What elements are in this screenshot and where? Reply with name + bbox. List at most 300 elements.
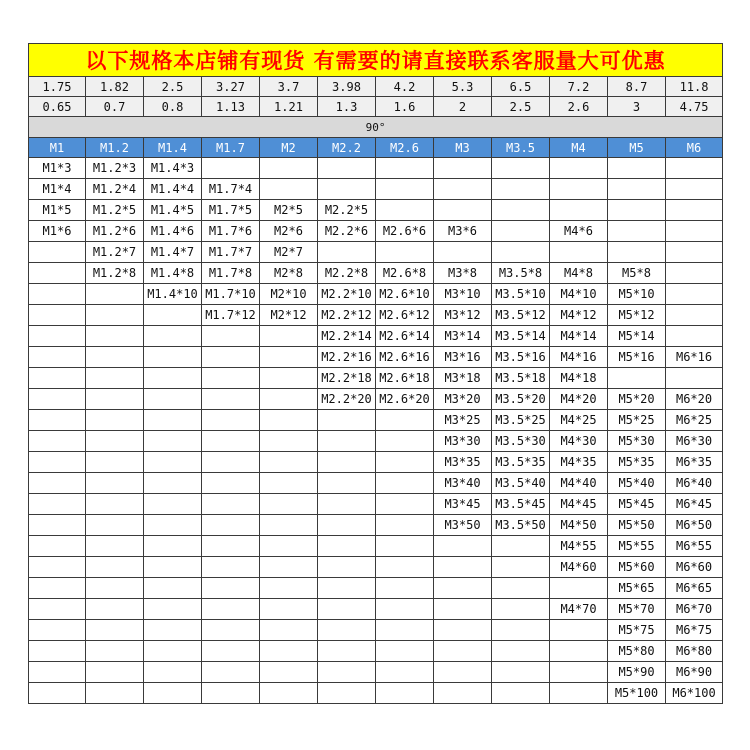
spec-cell (202, 515, 260, 536)
spec-cell (376, 494, 434, 515)
spec-row (29, 200, 723, 221)
head-diameter-cell: 4.2 (376, 77, 434, 97)
spec-cell: M3.5*30 (492, 431, 550, 452)
spec-cell (550, 200, 608, 221)
spec-cell (550, 662, 608, 683)
head-height-cell: 1.21 (260, 97, 318, 117)
spec-cell: M1.2*8 (86, 263, 144, 284)
spec-cell (376, 599, 434, 620)
spec-cell (29, 431, 86, 452)
spec-cell: M4*50 (550, 515, 608, 536)
head-diameter-cell: 2.5 (144, 77, 202, 97)
spec-cell (318, 536, 376, 557)
spec-cell: M1.7*10 (202, 284, 260, 305)
spec-cell (144, 431, 202, 452)
spec-cell: M2.6*6 (376, 221, 434, 242)
spec-cell: M3*14 (434, 326, 492, 347)
spec-cell: M4*16 (550, 347, 608, 368)
spec-cell: M2.6*14 (376, 326, 434, 347)
spec-cell (202, 410, 260, 431)
spec-row (29, 263, 723, 284)
spec-cell (666, 368, 723, 389)
spec-cell: M6*90 (666, 662, 723, 683)
spec-cell: M3*45 (434, 494, 492, 515)
spec-cell: M1.2*7 (86, 242, 144, 263)
spec-cell: M1*6 (29, 221, 86, 242)
spec-cell (202, 158, 260, 179)
banner-row (29, 44, 723, 77)
spec-cell (434, 242, 492, 263)
head-height-cell: 3 (608, 97, 666, 117)
spec-cell (202, 620, 260, 641)
model-header-cell: M1.7 (202, 138, 260, 158)
spec-cell: M5*70 (608, 599, 666, 620)
spec-cell: M3*12 (434, 305, 492, 326)
spec-cell (376, 578, 434, 599)
spec-cell: M5*40 (608, 473, 666, 494)
head-diameter-cell: 6.5 (492, 77, 550, 97)
spec-cell: M6*70 (666, 599, 723, 620)
spec-cell (86, 494, 144, 515)
spec-cell: M1.7*4 (202, 179, 260, 200)
spec-cell: M1.4*8 (144, 263, 202, 284)
spec-cell: M3*30 (434, 431, 492, 452)
spec-cell: M5*45 (608, 494, 666, 515)
spec-cell (29, 368, 86, 389)
spec-cell: M4*70 (550, 599, 608, 620)
spec-cell (86, 641, 144, 662)
spec-cell (318, 473, 376, 494)
spec-cell (376, 557, 434, 578)
spec-cell: M1.4*3 (144, 158, 202, 179)
head-diameter-cell: 3.27 (202, 77, 260, 97)
spec-cell (144, 620, 202, 641)
spec-row (29, 389, 723, 410)
spec-cell (260, 494, 318, 515)
head-angle-label: 90° (29, 117, 723, 138)
spec-cell (202, 452, 260, 473)
spec-cell (144, 536, 202, 557)
spec-cell (144, 452, 202, 473)
spec-cell (492, 536, 550, 557)
spec-cell (260, 368, 318, 389)
spec-table-body (29, 44, 723, 704)
spec-cell (260, 662, 318, 683)
spec-cell (376, 200, 434, 221)
head-height-cell: 0.8 (144, 97, 202, 117)
model-header-cell: M2.6 (376, 138, 434, 158)
spec-cell (666, 263, 723, 284)
spec-cell: M2.2*12 (318, 305, 376, 326)
spec-cell (29, 620, 86, 641)
spec-cell (318, 410, 376, 431)
spec-cell (86, 347, 144, 368)
spec-cell: M4*6 (550, 221, 608, 242)
spec-row (29, 473, 723, 494)
spec-row (29, 326, 723, 347)
spec-cell (376, 410, 434, 431)
spec-cell: M3.5*10 (492, 284, 550, 305)
spec-cell: M2*8 (260, 263, 318, 284)
spec-cell (434, 557, 492, 578)
spec-cell: M3.5*25 (492, 410, 550, 431)
spec-cell (666, 179, 723, 200)
spec-cell (550, 158, 608, 179)
spec-cell (434, 662, 492, 683)
spec-cell: M2.2*16 (318, 347, 376, 368)
spec-row (29, 347, 723, 368)
spec-cell (318, 557, 376, 578)
spec-cell (260, 326, 318, 347)
spec-cell: M5*60 (608, 557, 666, 578)
spec-cell: M1.2*4 (86, 179, 144, 200)
spec-cell (666, 326, 723, 347)
spec-cell (29, 242, 86, 263)
spec-cell (144, 494, 202, 515)
spec-cell (202, 641, 260, 662)
spec-cell: M5*8 (608, 263, 666, 284)
spec-cell (492, 557, 550, 578)
spec-cell (202, 389, 260, 410)
spec-cell (29, 284, 86, 305)
spec-cell (260, 452, 318, 473)
spec-cell (29, 305, 86, 326)
spec-cell (86, 410, 144, 431)
spec-cell (492, 599, 550, 620)
spec-cell: M4*30 (550, 431, 608, 452)
spec-cell: M2.6*18 (376, 368, 434, 389)
spec-cell: M3*6 (434, 221, 492, 242)
spec-cell: M6*40 (666, 473, 723, 494)
head-diameter-cell: 5.3 (434, 77, 492, 97)
spec-cell (86, 284, 144, 305)
spec-cell (550, 641, 608, 662)
spec-cell: M2.6*12 (376, 305, 434, 326)
spec-cell (29, 389, 86, 410)
spec-cell: M1.7*12 (202, 305, 260, 326)
spec-cell (202, 599, 260, 620)
spec-cell (202, 473, 260, 494)
spec-cell (29, 599, 86, 620)
model-header-row (29, 138, 723, 158)
spec-cell: M3*25 (434, 410, 492, 431)
spec-cell (376, 431, 434, 452)
spec-cell (376, 641, 434, 662)
spec-cell: M6*45 (666, 494, 723, 515)
spec-cell: M5*75 (608, 620, 666, 641)
spec-cell (144, 326, 202, 347)
spec-cell (376, 620, 434, 641)
spec-cell (608, 179, 666, 200)
spec-cell (144, 347, 202, 368)
spec-cell: M4*18 (550, 368, 608, 389)
spec-cell (376, 473, 434, 494)
spec-cell (318, 515, 376, 536)
spec-cell (86, 389, 144, 410)
head-height-cell: 2.5 (492, 97, 550, 117)
spec-cell (29, 641, 86, 662)
spec-cell (376, 536, 434, 557)
head-diameter-cell: 11.8 (666, 77, 723, 97)
spec-cell: M1.4*10 (144, 284, 202, 305)
spec-cell (666, 200, 723, 221)
spec-row (29, 284, 723, 305)
spec-cell (666, 305, 723, 326)
spec-cell: M3.5*16 (492, 347, 550, 368)
spec-cell (86, 431, 144, 452)
head-height-cell: 1.13 (202, 97, 260, 117)
spec-cell: M2.6*10 (376, 284, 434, 305)
head-diameter-cell: 8.7 (608, 77, 666, 97)
spec-cell: M3*16 (434, 347, 492, 368)
spec-cell: M6*100 (666, 683, 723, 704)
spec-cell (86, 557, 144, 578)
spec-cell (492, 620, 550, 641)
head-height-cell: 0.7 (86, 97, 144, 117)
spec-cell (260, 683, 318, 704)
spec-cell: M5*80 (608, 641, 666, 662)
spec-cell (608, 200, 666, 221)
spec-cell (202, 326, 260, 347)
spec-cell (86, 578, 144, 599)
model-header-cell: M6 (666, 138, 723, 158)
spec-cell (492, 242, 550, 263)
spec-cell (29, 494, 86, 515)
spec-cell: M6*35 (666, 452, 723, 473)
head-diameter-cell: 3.98 (318, 77, 376, 97)
head-height-cell: 0.65 (29, 97, 86, 117)
spec-cell: M3*20 (434, 389, 492, 410)
spec-cell: M2.2*10 (318, 284, 376, 305)
spec-cell: M3*35 (434, 452, 492, 473)
spec-cell: M4*8 (550, 263, 608, 284)
spec-cell (260, 599, 318, 620)
spec-cell (434, 158, 492, 179)
spec-cell: M1.7*8 (202, 263, 260, 284)
angle-row (29, 117, 723, 138)
spec-row (29, 683, 723, 704)
spec-cell (376, 515, 434, 536)
spec-cell (550, 179, 608, 200)
spec-cell (434, 200, 492, 221)
spec-cell: M1.7*5 (202, 200, 260, 221)
spec-cell: M3.5*8 (492, 263, 550, 284)
spec-cell: M2.2*18 (318, 368, 376, 389)
spec-cell (434, 536, 492, 557)
spec-cell: M5*90 (608, 662, 666, 683)
spec-cell (260, 620, 318, 641)
spec-cell: M3.5*20 (492, 389, 550, 410)
spec-cell (550, 620, 608, 641)
spec-cell: M2*6 (260, 221, 318, 242)
spec-row (29, 557, 723, 578)
spec-cell: M4*25 (550, 410, 608, 431)
spec-row (29, 368, 723, 389)
spec-cell: M3*18 (434, 368, 492, 389)
spec-cell (434, 179, 492, 200)
model-header-cell: M1.2 (86, 138, 144, 158)
spec-cell (202, 431, 260, 452)
spec-cell (260, 179, 318, 200)
spec-cell (318, 620, 376, 641)
spec-cell: M4*12 (550, 305, 608, 326)
spec-cell: M6*25 (666, 410, 723, 431)
spec-cell: M3*10 (434, 284, 492, 305)
spec-cell: M2.6*8 (376, 263, 434, 284)
spec-cell: M2*5 (260, 200, 318, 221)
spec-cell (318, 641, 376, 662)
spec-cell (434, 578, 492, 599)
model-header-cell: M3 (434, 138, 492, 158)
spec-cell: M5*65 (608, 578, 666, 599)
spec-cell: M4*55 (550, 536, 608, 557)
spec-cell (260, 473, 318, 494)
spec-cell (29, 326, 86, 347)
spec-cell: M6*80 (666, 641, 723, 662)
spec-cell (318, 683, 376, 704)
spec-cell (260, 578, 318, 599)
spec-cell: M5*16 (608, 347, 666, 368)
spec-cell: M4*14 (550, 326, 608, 347)
spec-cell (318, 599, 376, 620)
spec-cell: M3.5*14 (492, 326, 550, 347)
spec-table (28, 43, 723, 704)
spec-cell: M5*12 (608, 305, 666, 326)
spec-cell (202, 683, 260, 704)
spec-row (29, 494, 723, 515)
spec-cell (144, 641, 202, 662)
spec-cell (144, 683, 202, 704)
spec-cell (86, 536, 144, 557)
head-diameter-cell: 1.75 (29, 77, 86, 97)
spec-cell (86, 452, 144, 473)
spec-cell (202, 347, 260, 368)
spec-cell (144, 389, 202, 410)
spec-cell (86, 599, 144, 620)
spec-cell: M1.2*5 (86, 200, 144, 221)
spec-cell: M2*7 (260, 242, 318, 263)
spec-cell (29, 473, 86, 494)
spec-cell (318, 158, 376, 179)
spec-cell (318, 431, 376, 452)
spec-cell (144, 473, 202, 494)
spec-cell (376, 452, 434, 473)
spec-cell: M6*50 (666, 515, 723, 536)
spec-cell (318, 494, 376, 515)
spec-cell: M1.4*4 (144, 179, 202, 200)
spec-cell: M2.2*6 (318, 221, 376, 242)
spec-cell: M5*25 (608, 410, 666, 431)
spec-cell (434, 641, 492, 662)
spec-cell: M5*20 (608, 389, 666, 410)
head-diameter-cell: 7.2 (550, 77, 608, 97)
spec-cell (608, 368, 666, 389)
spec-cell: M5*55 (608, 536, 666, 557)
spec-cell: M3.5*12 (492, 305, 550, 326)
spec-cell (260, 431, 318, 452)
spec-row (29, 305, 723, 326)
spec-cell (86, 515, 144, 536)
spec-cell: M4*35 (550, 452, 608, 473)
spec-cell (260, 536, 318, 557)
spec-cell (492, 578, 550, 599)
spec-cell (29, 263, 86, 284)
spec-cell (202, 662, 260, 683)
spec-cell (318, 578, 376, 599)
spec-cell (666, 158, 723, 179)
head-height-cell: 2.6 (550, 97, 608, 117)
spec-cell (376, 242, 434, 263)
model-header-cell: M1 (29, 138, 86, 158)
spec-row (29, 536, 723, 557)
spec-row (29, 515, 723, 536)
spec-cell (608, 158, 666, 179)
spec-cell (492, 179, 550, 200)
spec-cell (550, 683, 608, 704)
spec-cell (376, 158, 434, 179)
head-height-cell: 4.75 (666, 97, 723, 117)
spec-cell (29, 515, 86, 536)
spec-cell (202, 494, 260, 515)
spec-cell (86, 662, 144, 683)
spec-cell (608, 242, 666, 263)
spec-cell (144, 599, 202, 620)
model-header-cell: M2 (260, 138, 318, 158)
spec-cell (144, 410, 202, 431)
spec-cell: M4*60 (550, 557, 608, 578)
spec-cell (29, 536, 86, 557)
spec-cell (260, 410, 318, 431)
spec-cell (144, 305, 202, 326)
spec-row (29, 452, 723, 473)
spec-cell: M3.5*50 (492, 515, 550, 536)
spec-cell (29, 578, 86, 599)
spec-cell (144, 662, 202, 683)
head-height-cell: 1.6 (376, 97, 434, 117)
spec-cell (144, 368, 202, 389)
spec-cell (318, 662, 376, 683)
spec-cell (86, 305, 144, 326)
spec-cell (318, 452, 376, 473)
spec-cell (29, 347, 86, 368)
spec-cell (666, 221, 723, 242)
spec-cell: M5*14 (608, 326, 666, 347)
spec-cell: M1.4*7 (144, 242, 202, 263)
spec-sheet (28, 43, 722, 704)
spec-cell (492, 683, 550, 704)
spec-cell (550, 578, 608, 599)
spec-row (29, 431, 723, 452)
spec-cell: M6*30 (666, 431, 723, 452)
spec-cell: M6*60 (666, 557, 723, 578)
spec-cell (376, 683, 434, 704)
spec-cell (608, 221, 666, 242)
spec-cell (434, 599, 492, 620)
spec-cell: M6*75 (666, 620, 723, 641)
spec-cell (86, 620, 144, 641)
spec-cell: M2.2*20 (318, 389, 376, 410)
spec-cell: M2.2*5 (318, 200, 376, 221)
spec-cell (260, 515, 318, 536)
spec-cell (260, 347, 318, 368)
spec-cell: M1*4 (29, 179, 86, 200)
spec-cell (260, 389, 318, 410)
spec-cell: M4*45 (550, 494, 608, 515)
spec-cell: M2*10 (260, 284, 318, 305)
spec-cell: M4*10 (550, 284, 608, 305)
stock-notice-banner: 以下规格本店铺有现货 有需要的请直接联系客服量大可优惠 (29, 44, 723, 77)
spec-cell (318, 242, 376, 263)
